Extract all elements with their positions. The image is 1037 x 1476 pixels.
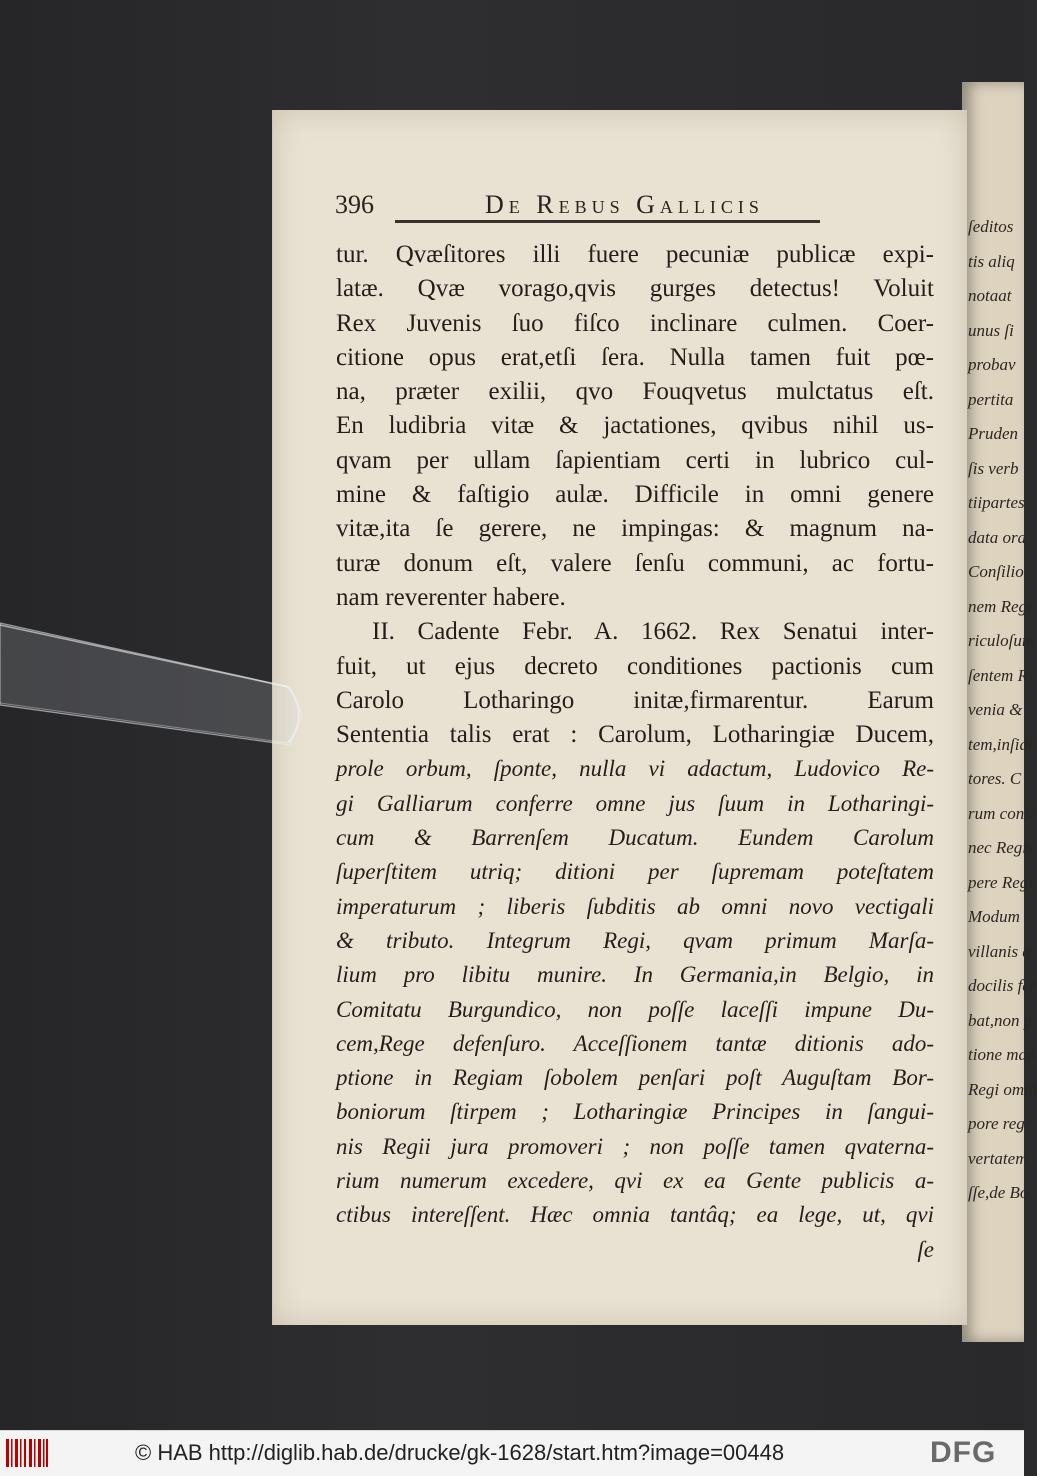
italic-text-line: imperaturum ; liberis ſubditis ab omni novo vectigali (336, 893, 934, 919)
text-line: qvam per ullam ſapientiam certi in lubrico cul- (336, 446, 934, 474)
facing-page-fragment: nem Regi (968, 596, 1032, 616)
page-clip-icon (0, 595, 310, 735)
italic-text-line: & tributo. Integrum Regi, qvam primum Marſa- (336, 927, 934, 953)
dfg-logo: DFG (930, 1436, 997, 1469)
italic-text-line: ſuperſtitem utriq; ditioni per ſupremam poteſtatem (336, 859, 934, 885)
facing-page-fragment: ſentem R (968, 665, 1028, 685)
italic-text-line: rium numerum excedere, qvi ex ea Gente publicis a- (336, 1168, 934, 1194)
footer-bar (0, 1430, 1024, 1476)
facing-page-fragment: bat,non p (968, 1010, 1033, 1030)
facing-page-fragment: pere Regi (968, 872, 1033, 892)
italic-text-line: ctibus intereſſent. Hæc omnia tantâq; ea lege, ut, qvi (336, 1202, 934, 1228)
facing-page-fragment: ſeditos (968, 217, 1014, 236)
facing-page-fragment: rum conſe (968, 803, 1037, 823)
text-line: Carolo Lotharingo initæ,firmarentur. Earum (336, 686, 934, 714)
facing-page-fragment: ſis verb (968, 458, 1019, 478)
facing-page-fragment: notaat (968, 286, 1012, 305)
facing-page-fragment: tis aliq (968, 251, 1015, 271)
facing-page-fragment: probav (968, 355, 1016, 374)
facing-page-fragment: vertatem (968, 1148, 1028, 1168)
page-text (336, 238, 934, 1267)
facing-page-fragment: Modum (968, 907, 1020, 926)
italic-text-line: Comitatu Burgundico, non poſſe laceſſi impune Du- (336, 996, 934, 1022)
header-rule (395, 220, 820, 223)
copyright-link[interactable]: © HAB http://diglib.hab.de/drucke/gk-1628/start.htm?image=00448 (135, 1440, 785, 1465)
facing-page-fragment: data ora (968, 527, 1027, 547)
barcode-icon (6, 1439, 48, 1467)
facing-page-fragment: Conſilio (968, 562, 1024, 581)
facing-page-fragment: unus ſi (968, 320, 1014, 340)
italic-text-line: nis Regii jura promoveri ; non poſſe tamen qvaterna- (336, 1133, 934, 1159)
text-line: II. Cadente Febr. A. 1662. Rex Senatui inter- (372, 618, 934, 646)
text-line: Sententia talis erat : Carolum, Lotharingiæ Ducem, (336, 721, 934, 749)
facing-page-fragment: tiipartes (968, 493, 1025, 512)
facing-page-fragment: docilis fer (968, 976, 1037, 995)
italic-text-line: gi Galliarum conferre omne jus ſuum in Lotharingi- (336, 790, 934, 816)
running-title: De Rebus Gallicis (485, 190, 764, 219)
page-number: 396 (335, 190, 374, 219)
italic-text-line: prole orbum, ſponte, nulla vi adactum, Ludovico Re- (336, 756, 934, 782)
text-line: tur. Qvæſitores illi fuere pecuniæ publicæ expi- (336, 241, 934, 268)
text-line: latæ. Qvæ vorago,qvis gurges detectus! Voluit (336, 275, 934, 303)
text-line: fuit, ut ejus decreto conditiones pactionis cum (336, 652, 934, 680)
text-line: En ludibria vitæ & jactationes, qvibus nihil us- (336, 412, 934, 440)
text-line: mine & faſtigio aulæ. Difficile in omni genere (336, 481, 934, 509)
catchword: ſe (917, 1236, 934, 1262)
text-line: citione opus erat,etſi ſera. Nulla tamen fuit pœ- (336, 343, 934, 371)
facing-page-fragment: villanis q (968, 941, 1031, 961)
text-line: nam reverenter habere. (336, 583, 566, 611)
facing-page-fragment: Regi omni (968, 1079, 1037, 1099)
facing-page-fragment: riculoſum (968, 631, 1035, 650)
italic-text-line: boniorum ſtirpem ; Lotharingiæ Principes in ſangui- (336, 1099, 934, 1125)
italic-text-line: cum & Barrenſem Ducatum. Eundem Carolum (336, 825, 934, 851)
facing-page-fragment: ſſe,de Bo (968, 1183, 1029, 1202)
text-line: turæ donum eſt, valere ſenſu communi, ac fortu- (336, 549, 934, 577)
facing-page-edge (962, 82, 1037, 1342)
text-line: vitæ,ita ſe gerere, ne impingas: & magnum na- (336, 515, 934, 543)
italic-text-line: cem,Rege defenſuro. Acceſſionem tantæ ditionis ado- (336, 1030, 934, 1056)
running-header (335, 186, 925, 226)
text-line: na, præter exilii, qvo Fouqvetus mulctatus eſt. (336, 378, 934, 406)
facing-page-fragment: tem,inſidi (968, 734, 1033, 754)
italic-text-line: ptione in Regiam ſobolem penſari poſt Auguſtam Bor- (336, 1065, 934, 1091)
facing-page-fragment: venia & (968, 700, 1023, 719)
facing-page-fragment: pore rege (968, 1114, 1033, 1133)
facing-page-fragment: tione man (968, 1045, 1036, 1064)
italic-text-line: lium pro libitu munire. In Germania,in Belgio, in (336, 962, 934, 988)
facing-page-fragment: tores. C (968, 769, 1022, 788)
facing-page-fragment: nec Regis (968, 838, 1034, 857)
facing-page-fragment: Pruden (968, 424, 1019, 443)
facing-page-fragment: pertita (968, 389, 1014, 409)
text-line: Rex Juvenis ſuo fiſco inclinare culmen. Coer- (336, 309, 934, 337)
